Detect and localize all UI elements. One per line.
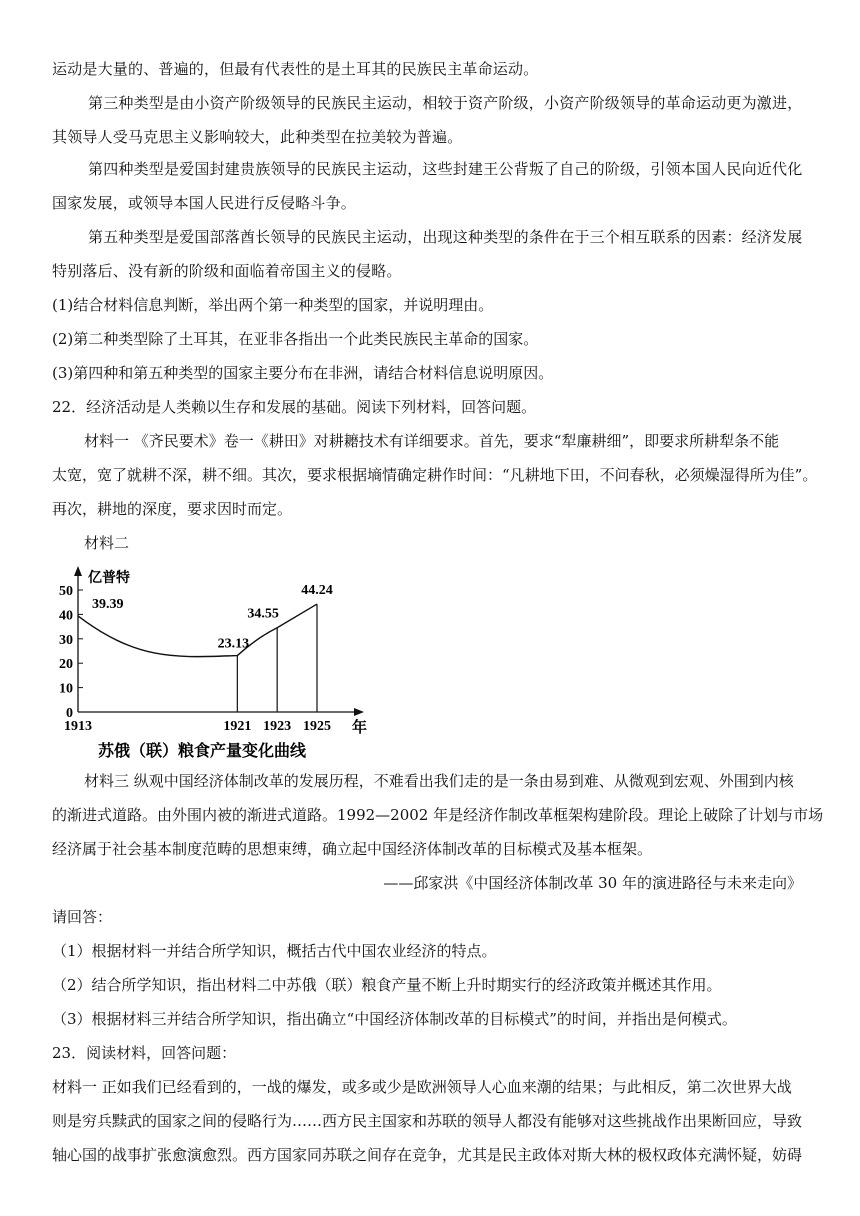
question-item: (1)结合材料信息判断，举出两个第一种类型的国家，并说明理由。	[52, 296, 494, 314]
x-tick-label: 1921	[223, 719, 252, 734]
material-text: 则是穷兵黩武的国家之间的侵略行为……西方民主国家和苏联的领导人都没有能够对这些挑战作出果断回应，导致	[52, 1112, 803, 1130]
question-heading: 22．经济活动是人类赖以生存和发展的基础。阅读下列材料，回答问题。	[52, 398, 537, 416]
text-line: 运动是大量的、普遍的，但最有代表性的是土耳其的民族民主革命运动。	[52, 60, 539, 78]
chart-svg	[52, 564, 382, 764]
x-axis-label: 年	[352, 720, 368, 736]
question-heading: 23．阅读材料，回答问题：	[52, 1044, 237, 1062]
text-line: 第五种类型是爱国部落酋长领导的民族民主运动，出现这种类型的条件在于三个相互联系的因素：经济发展	[88, 228, 803, 246]
x-tick-label: 1923	[263, 719, 292, 734]
y-axis-label: 亿普特	[88, 571, 130, 586]
question-item: （2）结合所学知识，指出材料二中苏俄（联）粮食产量不断上升时期实行的经济政策并概述其作用。	[52, 976, 722, 994]
question-item: (3)第四种和第五种类型的国家主要分布在非洲，请结合材料信息说明原因。	[52, 364, 554, 382]
series-line	[78, 604, 317, 657]
material-text: 轴心国的战事扩张愈演愈烈。西方国家同苏联之间存在竞争，尤其是民主政体对斯大林的极权政体充满怀疑，妨碍	[52, 1146, 803, 1164]
y-tick-label: 40	[59, 608, 73, 624]
material-text: 材料一 正如我们已经看到的，一战的爆发，或多或少是欧洲领导人心血来潮的结果；与此相反，第二次世界大战	[52, 1078, 792, 1096]
answer-prompt: 请回答：	[52, 908, 113, 926]
data-label: 23.13	[217, 636, 250, 652]
y-tick-label: 0	[66, 706, 73, 721]
data-label: 39.39	[92, 596, 124, 612]
material-one-text: 再次，耕地的深度，要求因时而定。	[52, 500, 293, 518]
data-label: 44.24	[301, 583, 333, 599]
grain-output-chart	[52, 564, 382, 764]
y-tick-label: 10	[59, 681, 73, 697]
data-label: 34.55	[247, 606, 279, 622]
material-one-text: 材料一 《齐民要术》卷一《耕田》对耕耱技术有详细要求。首先，要求“犁廉耕细”，即要求所耕犁条不能	[84, 432, 780, 450]
x-axis-arrow	[354, 708, 364, 716]
y-tick-label: 50	[59, 584, 73, 599]
y-tick-label: 30	[59, 632, 73, 648]
chart-title: 苏俄（联）粮食产量变化曲线	[97, 743, 307, 760]
text-line: 特别落后、没有新的阶级和面临着帝国主义的侵略。	[52, 262, 402, 280]
material-one-text: 太宽，宽了就耕不深，耕不细。其次，要求根据墒情确定耕作时间：“凡耕地下田，不问春秋，必须燥湿得所为佳”。	[52, 466, 818, 484]
material-three-text: 材料三 纵观中国经济体制改革的发展历程，不难看出我们走的是一条由易到难、从微观到宏观、外围到内核	[84, 772, 794, 790]
text-line: 第四种类型是爱国封建贵族领导的民族民主运动，这些封建王公背叛了自己的阶级，引领本国人民向近代化	[88, 160, 803, 178]
question-item: （3）根据材料三并结合所学知识，指出确立“中国经济体制改革的目标模式”的时间，并指出是何模式。	[52, 1010, 737, 1028]
question-item: （1）根据材料一并结合所学知识，概括古代中国农业经济的特点。	[52, 942, 497, 960]
x-tick-label: 1925	[303, 719, 331, 734]
x-tick-label: 1913	[64, 719, 92, 734]
question-item: (2)第二种类型除了土耳其，在亚非各指出一个此类民族民主革命的国家。	[52, 330, 539, 348]
y-axis-arrow	[74, 566, 82, 576]
text-line: 其领导人受马克思主义影响较大，此种类型在拉美较为普遍。	[52, 128, 463, 146]
material-two-label: 材料二	[84, 534, 130, 552]
text-line: 国家发展，或领导本国人民进行反侵略斗争。	[52, 194, 357, 212]
material-three-text: 的渐进式道路。由外围内被的渐进式道路。1992—2002 年是经济作制改革框架构建阶段。理论上破除了计划与市场	[52, 806, 824, 824]
text-line: 第三种类型是由小资产阶级领导的民族民主运动，相较于资产阶级，小资产阶级领导的革命运动更为激进，	[88, 94, 803, 112]
citation: ——邱家洪《中国经济体制改革 30 年的演进路径与未来走向》	[383, 874, 802, 892]
material-three-text: 经济属于社会基本制度范畴的思想束缚，确立起中国经济体制改革的目标模式及基本框架。	[52, 840, 653, 858]
y-tick-label: 20	[59, 657, 73, 673]
